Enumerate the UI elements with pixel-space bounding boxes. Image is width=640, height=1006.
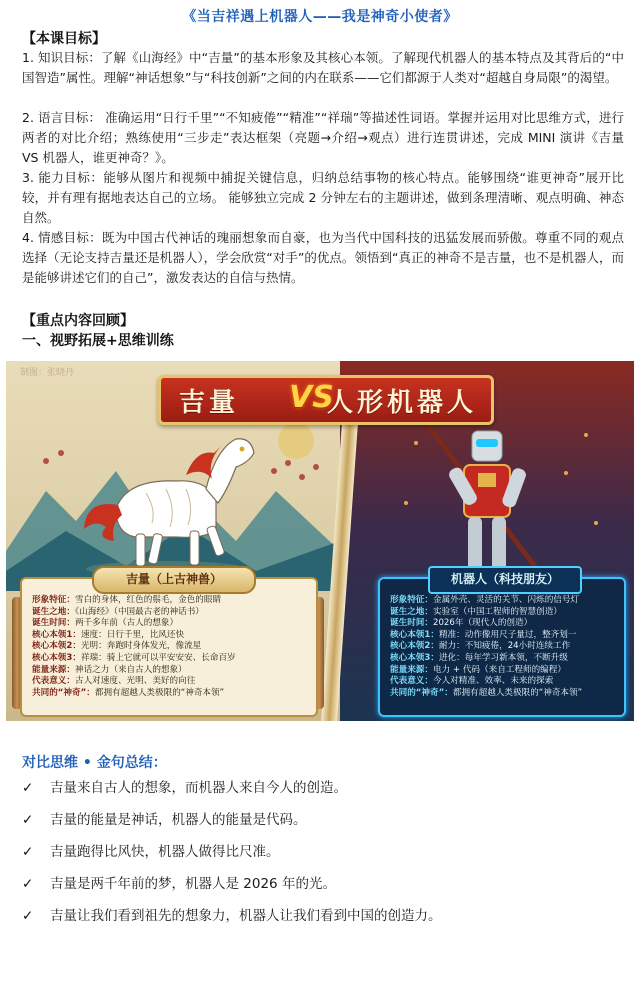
section-heading-review: 【重点内容回顾】 xyxy=(22,313,134,329)
subheading-vision: 一、视野拓展+思维训练 xyxy=(22,333,174,349)
jiliang-info-row: 能量来源：神话之力（来自古人的想象） xyxy=(32,664,187,675)
jiliang-info-row: 诞生时间：两千多年前（古人的想象） xyxy=(32,618,179,629)
jiliang-info-panel xyxy=(20,572,318,717)
poster-watermark: 制图：张晓丹 xyxy=(20,368,75,378)
jiliang-info-row: 代表意义：古人对速度、光明、美好的向往 xyxy=(32,676,196,687)
banner-left-text: 吉量 xyxy=(179,388,240,418)
jiliang-info-row: 核心本领3：祥瑞：骑上它就可以平安安安、长命百岁 xyxy=(32,652,236,663)
banner-right-text: 人形机器人 xyxy=(326,388,477,418)
banner-vs-text: VS xyxy=(289,380,334,415)
robot-info-row: 诞生之地：实验室（中国工程师的智慧创造） xyxy=(390,606,562,617)
section-heading-goals: 【本课目标】 xyxy=(22,31,106,47)
check-icon: ✓ xyxy=(22,812,34,828)
summary-item: ✓ 吉量是两千年前的梦，机器人是 2026 年的光。 xyxy=(22,876,336,892)
jiliang-info-row: 诞生之地：《山海经》（中国最古老的神话书） xyxy=(32,606,204,617)
check-icon: ✓ xyxy=(22,780,34,796)
jiliang-info-row: 共同的“神奇”：都拥有超越人类极限的“神奇本领” xyxy=(32,687,225,698)
robot-info-row: 能量来源：电力 + 代码（来自工程师的编程） xyxy=(390,664,566,675)
robot-info-row: 形象特征：金属外壳、灵活的关节、闪烁的信号灯 xyxy=(390,595,580,605)
document-title: 《当吉祥遇上机器人——我是神奇小使者》 xyxy=(182,9,458,25)
robot-info-row: 代表意义：今人对精准、效率、未来的探索 xyxy=(390,676,554,687)
check-icon: ✓ xyxy=(22,876,34,892)
goal-emotion: 4. 情感目标：既为中国古代神话的瑰丽想象而自豪，也为当代中国科技的迅猛发展而骄傲。尊重不同的观点选择（无论支持吉量还是机器人），学会欣赏“对手”的优点。领悟到“真正的神奇不是吉量，也不是机器人，而是能够讲述它们的自己”，激发表达的自信与热情。 xyxy=(22,230,624,285)
summary-item: ✓ 吉量让我们看到祖先的想象力，机器人让我们看到中国的创造力。 xyxy=(22,908,442,924)
robot-info-row: 核心本领3：进化：每年学习新本领，不断升级 xyxy=(390,652,568,663)
summary-item: ✓ 吉量来自古人的想象，而机器人来自今人的创造。 xyxy=(22,780,347,796)
summary-item: ✓ 吉量的能量是神话，机器人的能量是代码。 xyxy=(22,812,307,828)
summary-item: ✓ 吉量跑得比风快，机器人做得比尺准。 xyxy=(22,844,280,860)
summary-title: 对比思维 • 金句总结： xyxy=(22,755,167,771)
check-icon: ✓ xyxy=(22,844,34,860)
jiliang-panel-heading: 吉量（上古神兽） xyxy=(92,566,256,594)
check-icon: ✓ xyxy=(22,908,34,924)
jiliang-info-row: 形象特征：雪白的身体，红色的鬃毛，金色的眼睛 xyxy=(32,595,222,605)
goal-knowledge: 1. 知识目标：了解《山海经》中“吉量”的基本形象及其核心本领。了解现代机器人的基本特点及其背后的“中国智造”属性。理解“神话想象”与“科技创新”之间的内在联系——它们都源于人类对“超越自身局限”的渴望。 xyxy=(22,50,624,85)
robot-info-row: 核心本领1：精准：动作像用尺子量过，整齐划一 xyxy=(390,629,577,640)
robot-illustration xyxy=(386,413,616,583)
robot-panel-heading: 机器人（科技朋友） xyxy=(428,566,582,594)
poster-banner xyxy=(158,375,494,425)
robot-info-row: 诞生时间：2026年（现代人的创造） xyxy=(390,618,533,629)
goal-language: 2. 语言目标： 准确运用“日行千里”“不知疲倦”“精准”“祥瑞”等描述性词语。掌握并运用对比思维方式，进行两者的对比介绍；熟练使用“三步走”表达框架（亮题→介绍→观点）进行连贯讲述，完成 MINI 演讲《吉量 VS 机器人，谁更神奇？》。 xyxy=(22,110,624,165)
horse-illustration xyxy=(66,419,266,579)
jiliang-info-row: 核心本领1：速度：日行千里，比风还快 xyxy=(32,629,185,640)
comparison-poster xyxy=(6,361,634,721)
robot-info-panel xyxy=(378,572,626,717)
jiliang-info-row: 核心本领2：光明：奔跑时身体发光，像流星 xyxy=(32,641,202,652)
robot-info-row: 共同的“神奇”：都拥有超越人类极限的“神奇本领” xyxy=(390,687,583,698)
goal-ability: 3. 能力目标：能够从图片和视频中捕捉关键信息，归纳总结事物的核心特点。能够围绕“谁更神奇”展开比较，并有理有据地表达自己的立场。 能够独立完成 2 分钟左右的主题讲述，做到条理清晰、观点明确、神态自然。 xyxy=(22,170,624,225)
robot-info-row: 核心本领2：耐力：不知疲倦，24小时连续工作 xyxy=(390,641,571,652)
